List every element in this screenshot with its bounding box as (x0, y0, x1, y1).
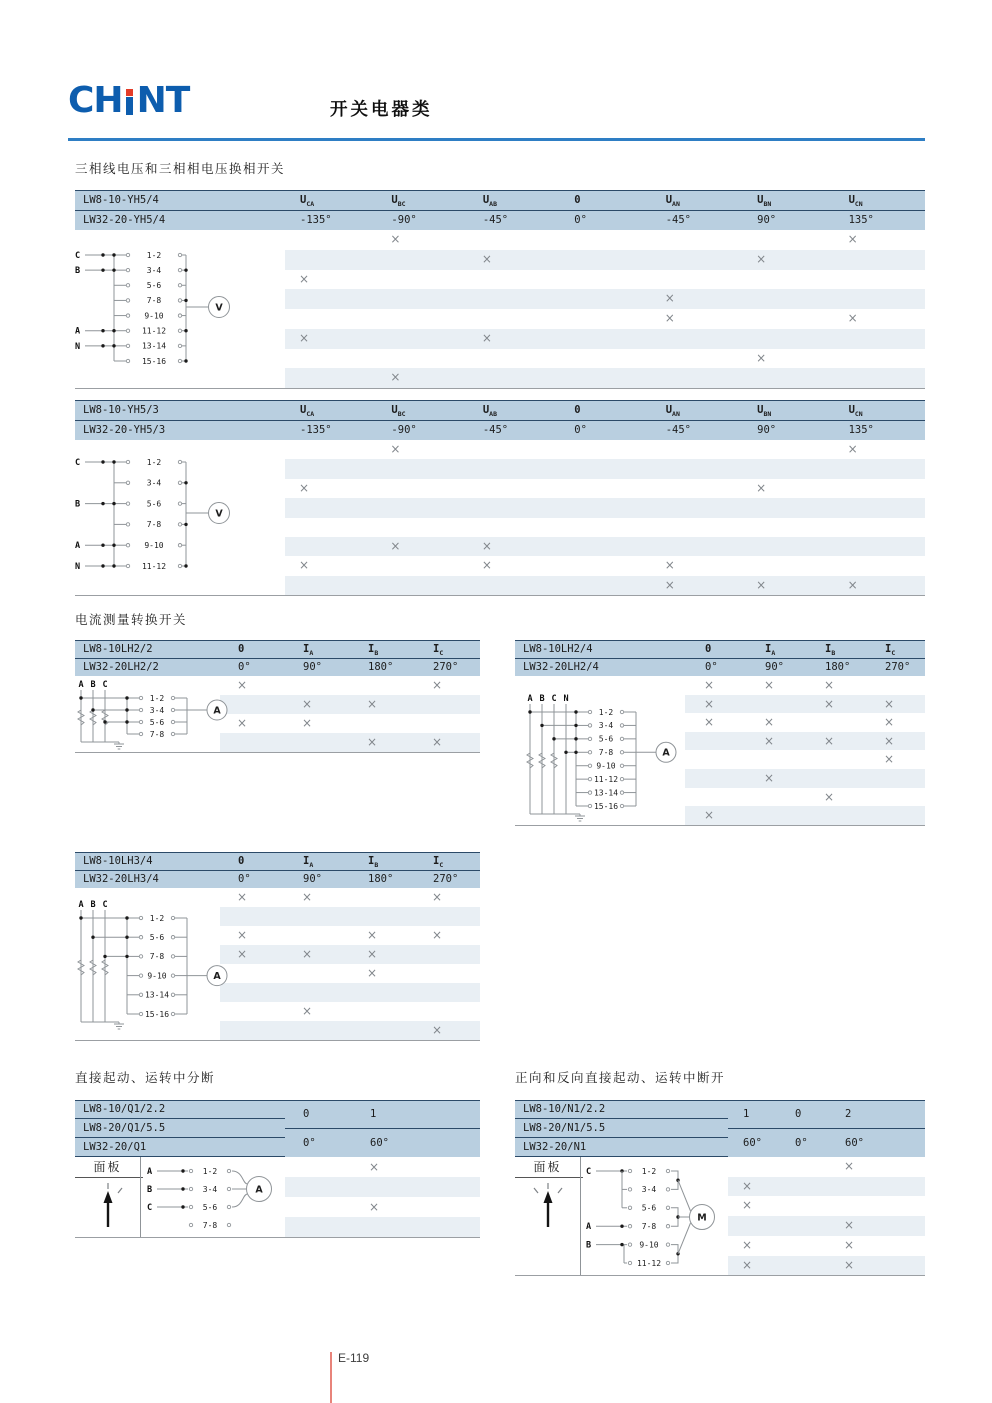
position-header: 0 (303, 1108, 310, 1120)
wiring-diagram-ammeter (69, 898, 254, 1038)
closed-contact-mark: × (704, 808, 715, 823)
svg-text:3-4: 3-4 (146, 265, 162, 275)
table-lw8-10lh2-4 (515, 640, 925, 827)
closed-contact-mark: × (844, 1237, 855, 1252)
model-bottom-label: LW32-20LH3/4 (83, 873, 159, 885)
closed-contact-mark: × (884, 696, 895, 711)
wiring-diagram-ammeter (69, 678, 249, 758)
row-stripe (285, 289, 925, 309)
closed-contact-mark: × (237, 716, 248, 730)
diagram-area (70, 245, 265, 373)
page-number: E-119 (338, 1351, 370, 1365)
angle-value: 90° (757, 214, 777, 226)
angle-value: 90° (765, 661, 784, 673)
position-header: 1 (370, 1108, 377, 1120)
wiring-diagram-motor (582, 1159, 727, 1275)
closed-contact-mark: × (481, 251, 492, 266)
page-title: 开关电器类 (330, 99, 433, 119)
closed-contact-mark: × (824, 696, 835, 711)
svg-text:A: A (147, 1167, 153, 1177)
closed-contact-mark: × (847, 442, 858, 456)
svg-text:5-6: 5-6 (149, 933, 165, 942)
closed-contact-mark: × (742, 1178, 753, 1193)
model-divider-line (515, 1156, 728, 1157)
svg-text:C: C (75, 458, 81, 468)
closed-contact-mark: × (302, 1004, 313, 1018)
closed-contact-mark: × (367, 947, 378, 961)
position-header: 2 (845, 1108, 852, 1120)
row-stripe (728, 1216, 925, 1236)
section-title-fwd-rev-start: 正向和反向直接起动、运转中断开 (515, 1071, 726, 1085)
svg-text:B: B (539, 694, 545, 704)
closed-contact-mark: × (764, 733, 775, 748)
table-lw8-10-n1 (515, 1100, 925, 1277)
svg-text:3-4: 3-4 (146, 478, 162, 488)
svg-text:11-12: 11-12 (141, 561, 167, 571)
svg-text:9-10: 9-10 (144, 311, 164, 321)
closed-contact-mark: × (844, 1218, 855, 1233)
closed-contact-mark: × (847, 311, 858, 325)
table-bottom-border (515, 1275, 925, 1276)
svg-text:C: C (75, 251, 81, 261)
svg-text:1-2: 1-2 (641, 1166, 657, 1176)
svg-text:N: N (75, 341, 81, 352)
closed-contact-mark: × (390, 442, 401, 456)
column-header: $U_{CN}$ (848, 194, 863, 209)
svg-text:5-6: 5-6 (146, 499, 162, 509)
svg-text:A: A (586, 1222, 592, 1233)
model-top-label: LW8-10LH3/4 (83, 855, 153, 867)
logo-text-right: NT (136, 80, 190, 121)
row-stripe (285, 576, 925, 595)
closed-contact-mark: × (299, 330, 310, 345)
column-header: $I_B$ (368, 643, 379, 658)
row-stripe (728, 1177, 925, 1197)
row-stripe (685, 769, 925, 788)
svg-text:A: A (255, 1184, 263, 1196)
svg-text:A: A (78, 900, 84, 910)
svg-text:V: V (215, 508, 223, 520)
closed-contact-mark: × (299, 558, 310, 573)
row-stripe (285, 537, 925, 556)
model-label: LW8-20/Q1/5.5 (83, 1122, 166, 1134)
svg-text:13-14: 13-14 (141, 341, 167, 351)
svg-text:A: A (75, 326, 81, 337)
svg-text:A: A (527, 694, 533, 704)
closed-contact-mark: × (664, 577, 675, 592)
column-header: $I_B$ (825, 643, 836, 658)
angle-value: 180° (825, 661, 851, 673)
model-bottom-label: LW32-20-YH5/4 (83, 214, 166, 226)
angle-value: 135° (848, 424, 874, 436)
column-header: $I_A$ (303, 855, 314, 870)
row-stripe (285, 329, 925, 349)
table-top-border (75, 190, 925, 191)
logo-red-dot-icon (126, 89, 133, 96)
svg-text:9-10: 9-10 (596, 761, 616, 771)
column-header: $U_{AN}$ (665, 194, 680, 209)
logo-text-left: CH (68, 80, 123, 121)
closed-contact-mark: × (756, 350, 767, 365)
svg-text:A: A (75, 541, 81, 552)
closed-contact-mark: × (367, 966, 378, 980)
angle-value: -135° (300, 424, 332, 436)
table-bottom-border (75, 595, 925, 596)
panel-underline (515, 1177, 583, 1178)
closed-contact-mark: × (302, 697, 313, 711)
table-lw8-10-q1 (75, 1100, 480, 1239)
svg-text:1-2: 1-2 (146, 457, 162, 467)
angle-value: 0° (705, 661, 718, 673)
svg-text:7-8: 7-8 (149, 952, 165, 962)
diagram-area (69, 678, 249, 758)
model-bottom-label: LW32-20-YH5/3 (83, 424, 166, 436)
closed-contact-mark: × (369, 1200, 380, 1214)
closed-contact-mark: × (367, 928, 378, 942)
angle-value: 270° (885, 661, 911, 673)
svg-text:7-8: 7-8 (202, 1220, 218, 1230)
svg-text:1-2: 1-2 (146, 250, 162, 260)
closed-contact-mark: × (302, 716, 313, 730)
model-bottom-label: LW32-20LH2/4 (523, 661, 599, 673)
svg-text:B: B (147, 1185, 153, 1195)
angle-value: 90° (757, 424, 777, 436)
panel-label: 面板 (93, 1160, 122, 1174)
row-stripe (685, 806, 925, 825)
row-stripe (220, 907, 480, 926)
chint-logo (68, 80, 190, 121)
diagram-area (70, 452, 265, 578)
column-header: 0 (238, 855, 245, 867)
angle-value: 60° (370, 1136, 389, 1149)
svg-text:9-10: 9-10 (147, 971, 167, 981)
svg-text:13-14: 13-14 (593, 788, 619, 798)
angle-value: 90° (303, 873, 322, 885)
svg-text:1-2: 1-2 (202, 1166, 218, 1176)
closed-contact-mark: × (704, 678, 715, 692)
svg-text:3-4: 3-4 (202, 1184, 218, 1194)
svg-text:5-6: 5-6 (598, 734, 614, 744)
row-stripe (728, 1256, 925, 1276)
panel-dial-icon (525, 1181, 571, 1231)
closed-contact-mark: × (764, 715, 775, 730)
header-rule (68, 138, 925, 141)
closed-contact-mark: × (704, 715, 715, 730)
closed-contact-mark: × (390, 539, 401, 553)
diagram-area (582, 1159, 727, 1275)
closed-contact-mark: × (481, 539, 492, 553)
column-header: $U_{AB}$ (482, 194, 497, 209)
svg-text:3-4: 3-4 (598, 721, 614, 731)
column-header: $I_A$ (303, 643, 314, 658)
svg-text:C: C (586, 1167, 592, 1177)
svg-text:7-8: 7-8 (641, 1222, 657, 1231)
row-stripe (220, 945, 480, 964)
logo-i-mark (126, 86, 134, 116)
angle-value: 180° (368, 661, 394, 673)
position-header: 1 (743, 1108, 750, 1120)
closed-contact-mark: × (664, 311, 675, 325)
column-header: $U_{AN}$ (665, 404, 680, 419)
closed-contact-mark: × (664, 291, 675, 306)
closed-contact-mark: × (847, 577, 858, 592)
svg-text:C: C (551, 694, 557, 704)
table-lw8-10-yh5-4 (75, 190, 925, 390)
closed-contact-mark: × (844, 1257, 855, 1272)
closed-contact-mark: × (764, 771, 775, 785)
panel-label: 面板 (533, 1160, 562, 1174)
svg-text:C: C (147, 1203, 153, 1213)
svg-text:1-2: 1-2 (598, 707, 614, 717)
column-header: $U_{AB}$ (482, 404, 497, 419)
model-top-label: LW8-10-YH5/3 (83, 404, 159, 416)
svg-text:7-8: 7-8 (598, 748, 614, 758)
closed-contact-mark: × (367, 697, 378, 711)
column-header: $U_{CA}$ (300, 194, 315, 209)
angle-value: -45° (482, 214, 509, 226)
angle-value: -90° (391, 424, 417, 436)
column-header: 0 (238, 643, 245, 655)
row-stripe (285, 1177, 480, 1197)
angle-value: 90° (303, 661, 322, 673)
svg-text:B: B (75, 266, 81, 277)
column-header: 0 (705, 643, 712, 655)
wiring-diagram-motor (143, 1159, 283, 1237)
angle-value: 0° (795, 1136, 808, 1149)
closed-contact-mark: × (756, 480, 767, 495)
closed-contact-mark: × (764, 678, 775, 692)
model-divider-line (75, 1156, 285, 1157)
closed-contact-mark: × (756, 251, 767, 266)
svg-text:B: B (90, 900, 96, 910)
svg-text:15-16: 15-16 (144, 1009, 170, 1019)
svg-text:3-4: 3-4 (641, 1185, 657, 1195)
closed-contact-mark: × (481, 558, 492, 573)
closed-contact-mark: × (432, 735, 443, 749)
svg-text:9-10: 9-10 (144, 541, 164, 550)
svg-text:11-12: 11-12 (636, 1258, 662, 1268)
model-bottom-label: LW32-20LH2/2 (83, 661, 159, 673)
angle-value: 60° (845, 1136, 864, 1149)
column-header: $I_C$ (433, 855, 444, 870)
closed-contact-mark: × (299, 480, 310, 495)
section-title-current-switch: 电流测量转换开关 (75, 613, 188, 627)
svg-text:15-16: 15-16 (593, 801, 619, 811)
svg-text:V: V (215, 302, 223, 314)
column-header: 0 (574, 404, 581, 416)
closed-contact-mark: × (884, 752, 895, 767)
svg-text:C: C (102, 900, 108, 910)
angle-value: 0° (238, 661, 251, 673)
panel-dial-icon (85, 1181, 131, 1231)
closed-contact-mark: × (884, 733, 895, 748)
footer-red-bar (330, 1352, 332, 1403)
model-top-label: LW8-10LH2/4 (523, 643, 593, 655)
closed-contact-mark: × (432, 928, 443, 942)
closed-contact-mark: × (824, 678, 835, 692)
panel-underline (75, 1177, 143, 1178)
angle-value: 0° (238, 873, 251, 885)
row-stripe (285, 498, 925, 517)
row-stripe (220, 695, 480, 714)
closed-contact-mark: × (742, 1237, 753, 1252)
svg-text:A: A (78, 680, 84, 690)
closed-contact-mark: × (302, 947, 313, 961)
angle-value: 180° (368, 873, 394, 885)
column-header: 0 (574, 194, 581, 206)
diagram-area (518, 692, 698, 830)
angle-value: 60° (743, 1136, 762, 1149)
wiring-diagram-ammeter (518, 692, 698, 830)
closed-contact-mark: × (237, 928, 248, 942)
model-label: LW32-20/N1 (523, 1141, 587, 1153)
svg-text:N: N (75, 562, 81, 572)
angle-value: -45° (665, 214, 691, 226)
model-label: LW8-10/Q1/2.2 (83, 1103, 166, 1115)
closed-contact-mark: × (237, 947, 248, 961)
svg-text:9-10: 9-10 (639, 1240, 659, 1250)
closed-contact-mark: × (664, 558, 675, 573)
svg-text:A: A (662, 747, 670, 759)
row-stripe (220, 983, 480, 1002)
table-lw8-10lh3-4 (75, 852, 480, 1042)
angle-value: 270° (433, 873, 459, 885)
svg-text:B: B (586, 1240, 592, 1251)
angle-value: 0° (574, 424, 587, 436)
row-stripe (285, 368, 925, 388)
column-header: $I_C$ (433, 643, 444, 658)
closed-contact-mark: × (481, 330, 492, 345)
table-bottom-border (75, 1040, 480, 1041)
diagram-area (143, 1159, 283, 1237)
svg-text:15-16: 15-16 (141, 356, 167, 366)
table-lw8-10lh2-2 (75, 640, 480, 754)
angle-value: -45° (482, 424, 509, 436)
panel-divider (140, 1157, 141, 1237)
model-label: LW8-20/N1/5.5 (523, 1122, 606, 1134)
closed-contact-mark: × (390, 370, 401, 385)
wiring-diagram-voltmeter (70, 452, 265, 578)
svg-text:7-8: 7-8 (146, 296, 162, 306)
table-top-border (75, 400, 925, 401)
column-header: $I_B$ (368, 855, 379, 870)
svg-text:C: C (102, 680, 108, 690)
closed-contact-mark: × (299, 271, 310, 286)
closed-contact-mark: × (847, 232, 858, 246)
angle-value: 0° (574, 214, 587, 226)
svg-text:B: B (90, 680, 96, 690)
closed-contact-mark: × (367, 735, 378, 749)
column-header: $U_{BN}$ (757, 194, 772, 209)
table-bottom-border (75, 388, 925, 389)
svg-text:7-8: 7-8 (149, 729, 165, 739)
closed-contact-mark: × (390, 232, 401, 246)
svg-text:5-6: 5-6 (641, 1203, 657, 1213)
column-header: $U_{BC}$ (391, 194, 406, 209)
svg-text:5-6: 5-6 (146, 281, 162, 291)
column-header: $U_{CA}$ (300, 404, 315, 419)
column-header: $U_{CN}$ (848, 404, 863, 419)
logo-i-stem (126, 97, 133, 115)
svg-text:5-6: 5-6 (149, 717, 165, 727)
wiring-diagram-voltmeter (70, 245, 265, 373)
column-header: $U_{BN}$ (757, 404, 772, 419)
model-top-label: LW8-10-YH5/4 (83, 194, 159, 206)
angle-value: -135° (300, 214, 332, 226)
svg-text:A: A (213, 705, 221, 717)
angle-value: -90° (391, 214, 417, 226)
model-top-label: LW8-10LH2/2 (83, 643, 153, 655)
closed-contact-mark: × (302, 890, 313, 904)
angle-value: 270° (433, 661, 459, 673)
angle-value: 0° (303, 1136, 316, 1149)
panel-divider (580, 1157, 581, 1275)
svg-text:5-6: 5-6 (202, 1202, 218, 1212)
model-label: LW32-20/Q1 (83, 1141, 147, 1153)
svg-text:11-12: 11-12 (141, 326, 167, 336)
closed-contact-mark: × (704, 696, 715, 711)
svg-text:A: A (213, 970, 221, 982)
svg-text:1-2: 1-2 (149, 913, 165, 923)
closed-contact-mark: × (824, 789, 835, 804)
row-stripe (285, 250, 925, 270)
closed-contact-mark: × (432, 1023, 443, 1037)
section-title-voltage-switch: 三相线电压和三相相电压换相开关 (75, 162, 286, 176)
column-header: $I_A$ (765, 643, 776, 658)
closed-contact-mark: × (756, 577, 767, 592)
svg-text:1-2: 1-2 (149, 693, 165, 703)
section-title-direct-start: 直接起动、运转中分断 (75, 1071, 216, 1085)
svg-text:3-4: 3-4 (149, 705, 165, 715)
closed-contact-mark: × (742, 1257, 753, 1272)
svg-text:N: N (563, 694, 569, 704)
svg-text:7-8: 7-8 (146, 520, 162, 530)
angle-value: 135° (848, 214, 874, 226)
diagram-area (69, 898, 254, 1038)
column-header: $I_C$ (885, 643, 896, 658)
model-label: LW8-10/N1/2.2 (523, 1103, 606, 1115)
closed-contact-mark: × (844, 1159, 855, 1173)
position-header: 0 (795, 1108, 802, 1120)
closed-contact-mark: × (237, 890, 248, 904)
table-lw8-10-yh5-3 (75, 400, 925, 597)
svg-text:11-12: 11-12 (593, 774, 619, 784)
closed-contact-mark: × (742, 1198, 753, 1213)
closed-contact-mark: × (237, 678, 248, 692)
closed-contact-mark: × (369, 1160, 380, 1174)
column-header: $U_{BC}$ (391, 404, 406, 419)
svg-text:M: M (697, 1212, 707, 1224)
angle-value: -45° (665, 424, 691, 436)
svg-text:13-14: 13-14 (144, 990, 170, 1000)
svg-text:B: B (75, 499, 81, 510)
row-stripe (285, 459, 925, 478)
closed-contact-mark: × (824, 733, 835, 748)
closed-contact-mark: × (432, 890, 443, 904)
row-stripe (285, 1217, 480, 1237)
closed-contact-mark: × (432, 678, 443, 692)
closed-contact-mark: × (884, 715, 895, 730)
table-bottom-border (75, 1237, 480, 1238)
